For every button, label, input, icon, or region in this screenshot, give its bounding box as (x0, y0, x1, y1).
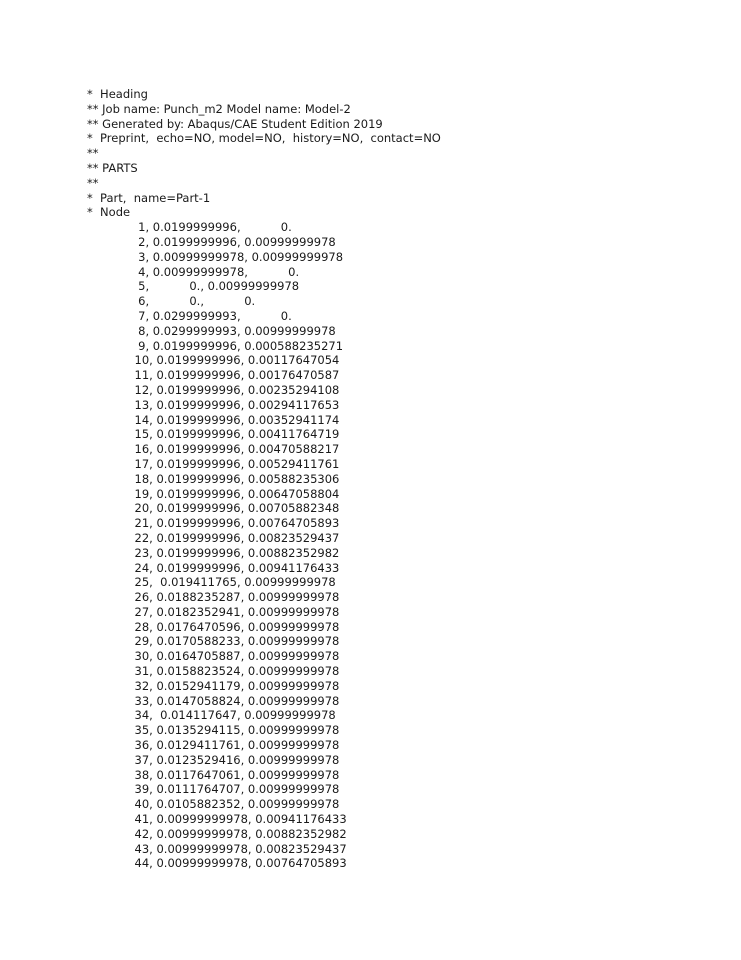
node-row: 3, 0.00999999978, 0.00999999978 (87, 249, 344, 264)
node-row: 14, 0.0199999996, 0.00352941174 (87, 412, 340, 427)
node-list (87, 220, 441, 871)
parts-comment: ** PARTS (87, 160, 138, 175)
node-row: 29, 0.0170588233, 0.00999999978 (87, 634, 340, 649)
node-row: 24, 0.0199999996, 0.00941176433 (87, 560, 340, 575)
generated-by-comment: ** Generated by: Abaqus/CAE Student Edition 2019 (87, 116, 383, 131)
node-row: 2, 0.0199999996, 0.00999999978 (87, 234, 336, 249)
node-row: 4, 0.00999999978, 0. (87, 264, 300, 279)
node-row: 9, 0.0199999996, 0.000588235271 (87, 338, 344, 353)
node-row: 23, 0.0199999996, 0.00882352982 (87, 545, 340, 560)
node-row: 32, 0.0152941179, 0.00999999978 (87, 678, 340, 693)
preprint-keyword: * Preprint, echo=NO, model=NO, history=NO, contact=NO (87, 131, 441, 146)
node-row: 34, 0.014117647, 0.00999999978 (87, 708, 336, 723)
node-row: 26, 0.0188235287, 0.00999999978 (87, 590, 340, 605)
node-row: 16, 0.0199999996, 0.00470588217 (87, 442, 340, 457)
node-row: 42, 0.00999999978, 0.00882352982 (87, 826, 347, 841)
node-row: 31, 0.0158823524, 0.00999999978 (87, 664, 340, 679)
node-row: 21, 0.0199999996, 0.00764705893 (87, 516, 340, 531)
node-row: 28, 0.0176470596, 0.00999999978 (87, 619, 340, 634)
node-row: 19, 0.0199999996, 0.00647058804 (87, 486, 340, 501)
node-row: 5, 0., 0.00999999978 (87, 279, 300, 294)
node-row: 15, 0.0199999996, 0.00411764719 (87, 427, 340, 442)
node-row: 37, 0.0123529416, 0.00999999978 (87, 752, 340, 767)
heading-keyword: * Heading (87, 87, 148, 101)
node-row: 17, 0.0199999996, 0.00529411761 (87, 456, 340, 471)
node-row: 38, 0.0117647061, 0.00999999978 (87, 767, 340, 782)
node-row: 22, 0.0199999996, 0.00823529437 (87, 530, 340, 545)
node-row: 25, 0.019411765, 0.00999999978 (87, 575, 336, 590)
node-row: 30, 0.0164705887, 0.00999999978 (87, 649, 340, 664)
node-row: 41, 0.00999999978, 0.00941176433 (87, 812, 347, 827)
comment-line: ** (87, 146, 99, 161)
node-row: 33, 0.0147058824, 0.00999999978 (87, 693, 340, 708)
node-row: 27, 0.0182352941, 0.00999999978 (87, 604, 340, 619)
job-name-comment: ** Job name: Punch_m2 Model name: Model-2 (87, 101, 351, 116)
node-row: 7, 0.0299999993, 0. (87, 308, 292, 323)
node-row: 43, 0.00999999978, 0.00823529437 (87, 841, 347, 856)
input-file-text (87, 87, 441, 871)
node-row: 10, 0.0199999996, 0.00117647054 (87, 353, 340, 368)
node-row: 1, 0.0199999996, 0. (87, 220, 292, 235)
node-row: 35, 0.0135294115, 0.00999999978 (87, 723, 340, 738)
node-keyword: * Node (87, 205, 131, 220)
node-row: 44, 0.00999999978, 0.00764705893 (87, 856, 347, 871)
node-row: 6, 0., 0. (87, 294, 256, 309)
node-row: 20, 0.0199999996, 0.00705882348 (87, 501, 340, 516)
node-row: 39, 0.0111764707, 0.00999999978 (87, 782, 340, 797)
node-row: 11, 0.0199999996, 0.00176470587 (87, 368, 340, 383)
node-row: 40, 0.0105882352, 0.00999999978 (87, 797, 340, 812)
comment-line: ** (87, 175, 99, 190)
node-row: 36, 0.0129411761, 0.00999999978 (87, 738, 340, 753)
node-row: 18, 0.0199999996, 0.00588235306 (87, 471, 340, 486)
node-row: 8, 0.0299999993, 0.00999999978 (87, 323, 336, 338)
part-keyword: * Part, name=Part-1 (87, 190, 211, 205)
node-row: 12, 0.0199999996, 0.00235294108 (87, 382, 340, 397)
node-row: 13, 0.0199999996, 0.00294117653 (87, 397, 340, 412)
